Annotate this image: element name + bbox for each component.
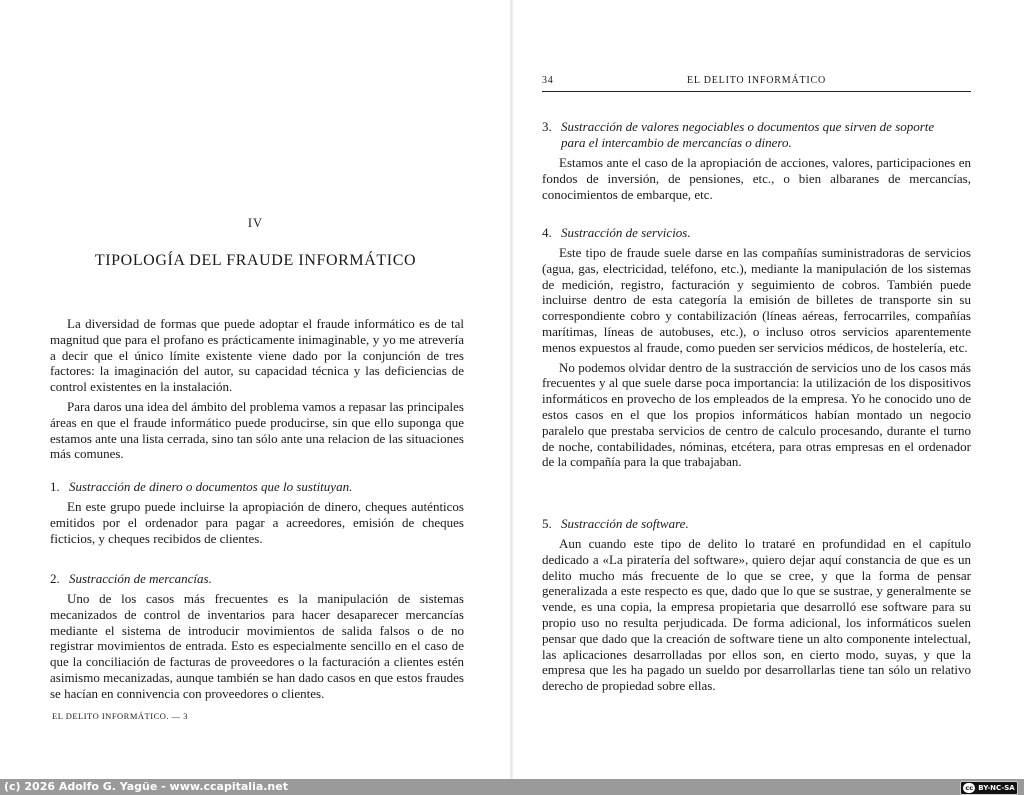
- section-heading-1: [50, 479, 464, 495]
- page-folio: EL DELITO INFORMÁTICO. — 3: [52, 711, 189, 721]
- section-title: Sustracción de mercancías.: [69, 571, 212, 586]
- section-number: 1.: [50, 479, 60, 494]
- intro-text: [50, 316, 464, 466]
- section-title: Sustracción de servicios.: [561, 225, 691, 240]
- section-body-2: [50, 591, 464, 706]
- section-number: 2.: [50, 571, 60, 586]
- section-paragraph: En este grupo puede incluirse la apropiación de dinero, cheques auténticos emitidos por el ordenador para pagar a acreedores, emisión de cheques ficticios, y cheques recibidos de clientes.: [50, 499, 464, 546]
- section-body-1: [50, 499, 464, 550]
- section-number: 4.: [542, 225, 552, 240]
- section-paragraph: Este tipo de fraude suele darse en las compañías suministradoras de servicios (agua, gas, electricidad, teléfono, etc.), mediante la manipulación de los sistemas de medición, registro, facturación y seguimiento de cobros. También puede incluirse dentro de esta categoría la emisión de billetes de transporte sin su correspondiente cobro y contabilización (líneas aéreas, ferrocarriles, compañías marítimas, líneas de autobuses, etc.), o incluso otros servicios aparentemente menos expuestos al fraude, como pueden ser servicios médicos, de hostelería, etc.: [542, 245, 971, 355]
- section-paragraph: Estamos ante el caso de la apropiación de acciones, valores, participaciones en fondos de inversión, de pensiones, etc., o bien albaranes de mercancías, conocimientos de embarque, etc.: [542, 155, 971, 202]
- chapter-title: TIPOLOGÍA DEL FRAUDE INFORMÁTICO: [94, 252, 417, 269]
- intro-paragraph-1: La diversidad de formas que puede adoptar el fraude informático es de tal magnitud que para el profano es prácticamente inimaginable, y yo me atrevería a decir que el único límite existente viene dado por la conjunción de tres factores: la imaginación del autor, su capacidad técnica y las deficiencias de control existentes en la instalación.: [50, 316, 464, 395]
- section-heading-3: [542, 119, 971, 151]
- section-paragraph: Aun cuando este tipo de delito lo trataré en profundidad en el capítulo dedicado a «La piratería del software», quiero dejar aquí constancia de que es un delito mucho más frecuente de lo que se cree, y que la forma de pensar generalizada a este respecto es que, dado que lo que se sustrae, y generalmente se vende, es una copia, la empresa propietaria que desarrolló ese software para su propio uso no resulta perjudicada. De forma adicional, los informáticos suelen pensar que dado que la creación de software tiene un alto componente intelectual, las aplicaciones desarrolladas por ellos son, en cierto modo, suyas, y que la empresa que les ha pagado un sueldo por desarrollarlas tiene tan sólo un relativo derecho de propiedad sobre ellas.: [542, 536, 971, 694]
- page-number: 34: [542, 75, 554, 86]
- running-head: [542, 75, 971, 92]
- footer-bar: [0, 779, 1024, 795]
- section-title: Sustracción de dinero o documentos que lo sustituyan.: [69, 479, 353, 494]
- section-body-5: [542, 536, 971, 698]
- section-title-continuation: para el intercambio de mercancías o dinero.: [561, 134, 792, 150]
- section-title: Sustracción de valores negociables o documentos que sirven de soporte: [561, 119, 935, 134]
- right-page: [512, 0, 1024, 779]
- section-paragraph: No podemos olvidar dentro de la sustracción de servicios uno de los casos más frecuentes y al que suele darse poca importancia: la utilización de los dispositivos informáticos en provecho de los empleados de la empresa. Yo he conocido uno de estos casos en el que los propios informáticos habían montado un negocio paralelo que prestaba servicios de centro de calculo procesando, durante el turno de noche, contabilidades, nóminas, etcétera, para otras empresas en el ordenador de la compañía para la que trabajaban.: [542, 359, 971, 470]
- cc-icon: cc: [963, 783, 975, 793]
- section-title: Sustracción de software.: [561, 516, 689, 531]
- section-heading-4: [542, 225, 971, 241]
- chapter-number: IV: [247, 216, 264, 230]
- left-page: [0, 0, 511, 779]
- section-body-4: [542, 245, 971, 474]
- license-label: BY-NC-SA: [978, 784, 1015, 792]
- section-body-3: [542, 155, 971, 206]
- section-paragraph: Uno de los casos más frecuentes es la manipulación de sistemas mecanizados de control de inventarios para hacer desaparecer mercancías mediante el sistema de introducir movimientos de salida falsos o de no registrar movimientos de entrada. Esto es especialmente sencillo en el caso de que la conciliación de facturas de proveedores o la facturación a clientes estén asimismo mecanizadas, aunque también se han dado casos en que estos fraudes se hacían en connivencia con proveedores o clientes.: [50, 591, 464, 701]
- license-badge[interactable]: [960, 781, 1018, 795]
- section-number: 5.: [542, 516, 552, 531]
- copyright-credit: (c) 2026 Adolfo G. Yagüe - www.ccapitalia.net: [4, 780, 288, 793]
- section-heading-5: [542, 516, 971, 532]
- section-heading-2: [50, 571, 464, 587]
- section-number: 3.: [542, 119, 552, 134]
- intro-paragraph-2: Para daros una idea del ámbito del problema vamos a repasar las principales áreas en que el fraude informático puede producirse, sin que ello suponga que estamos ante una lista cerrada, sino tan sólo ante una relacion de las situaciones más comunes.: [50, 398, 464, 462]
- running-title: EL DELITO INFORMÁTICO: [686, 75, 826, 86]
